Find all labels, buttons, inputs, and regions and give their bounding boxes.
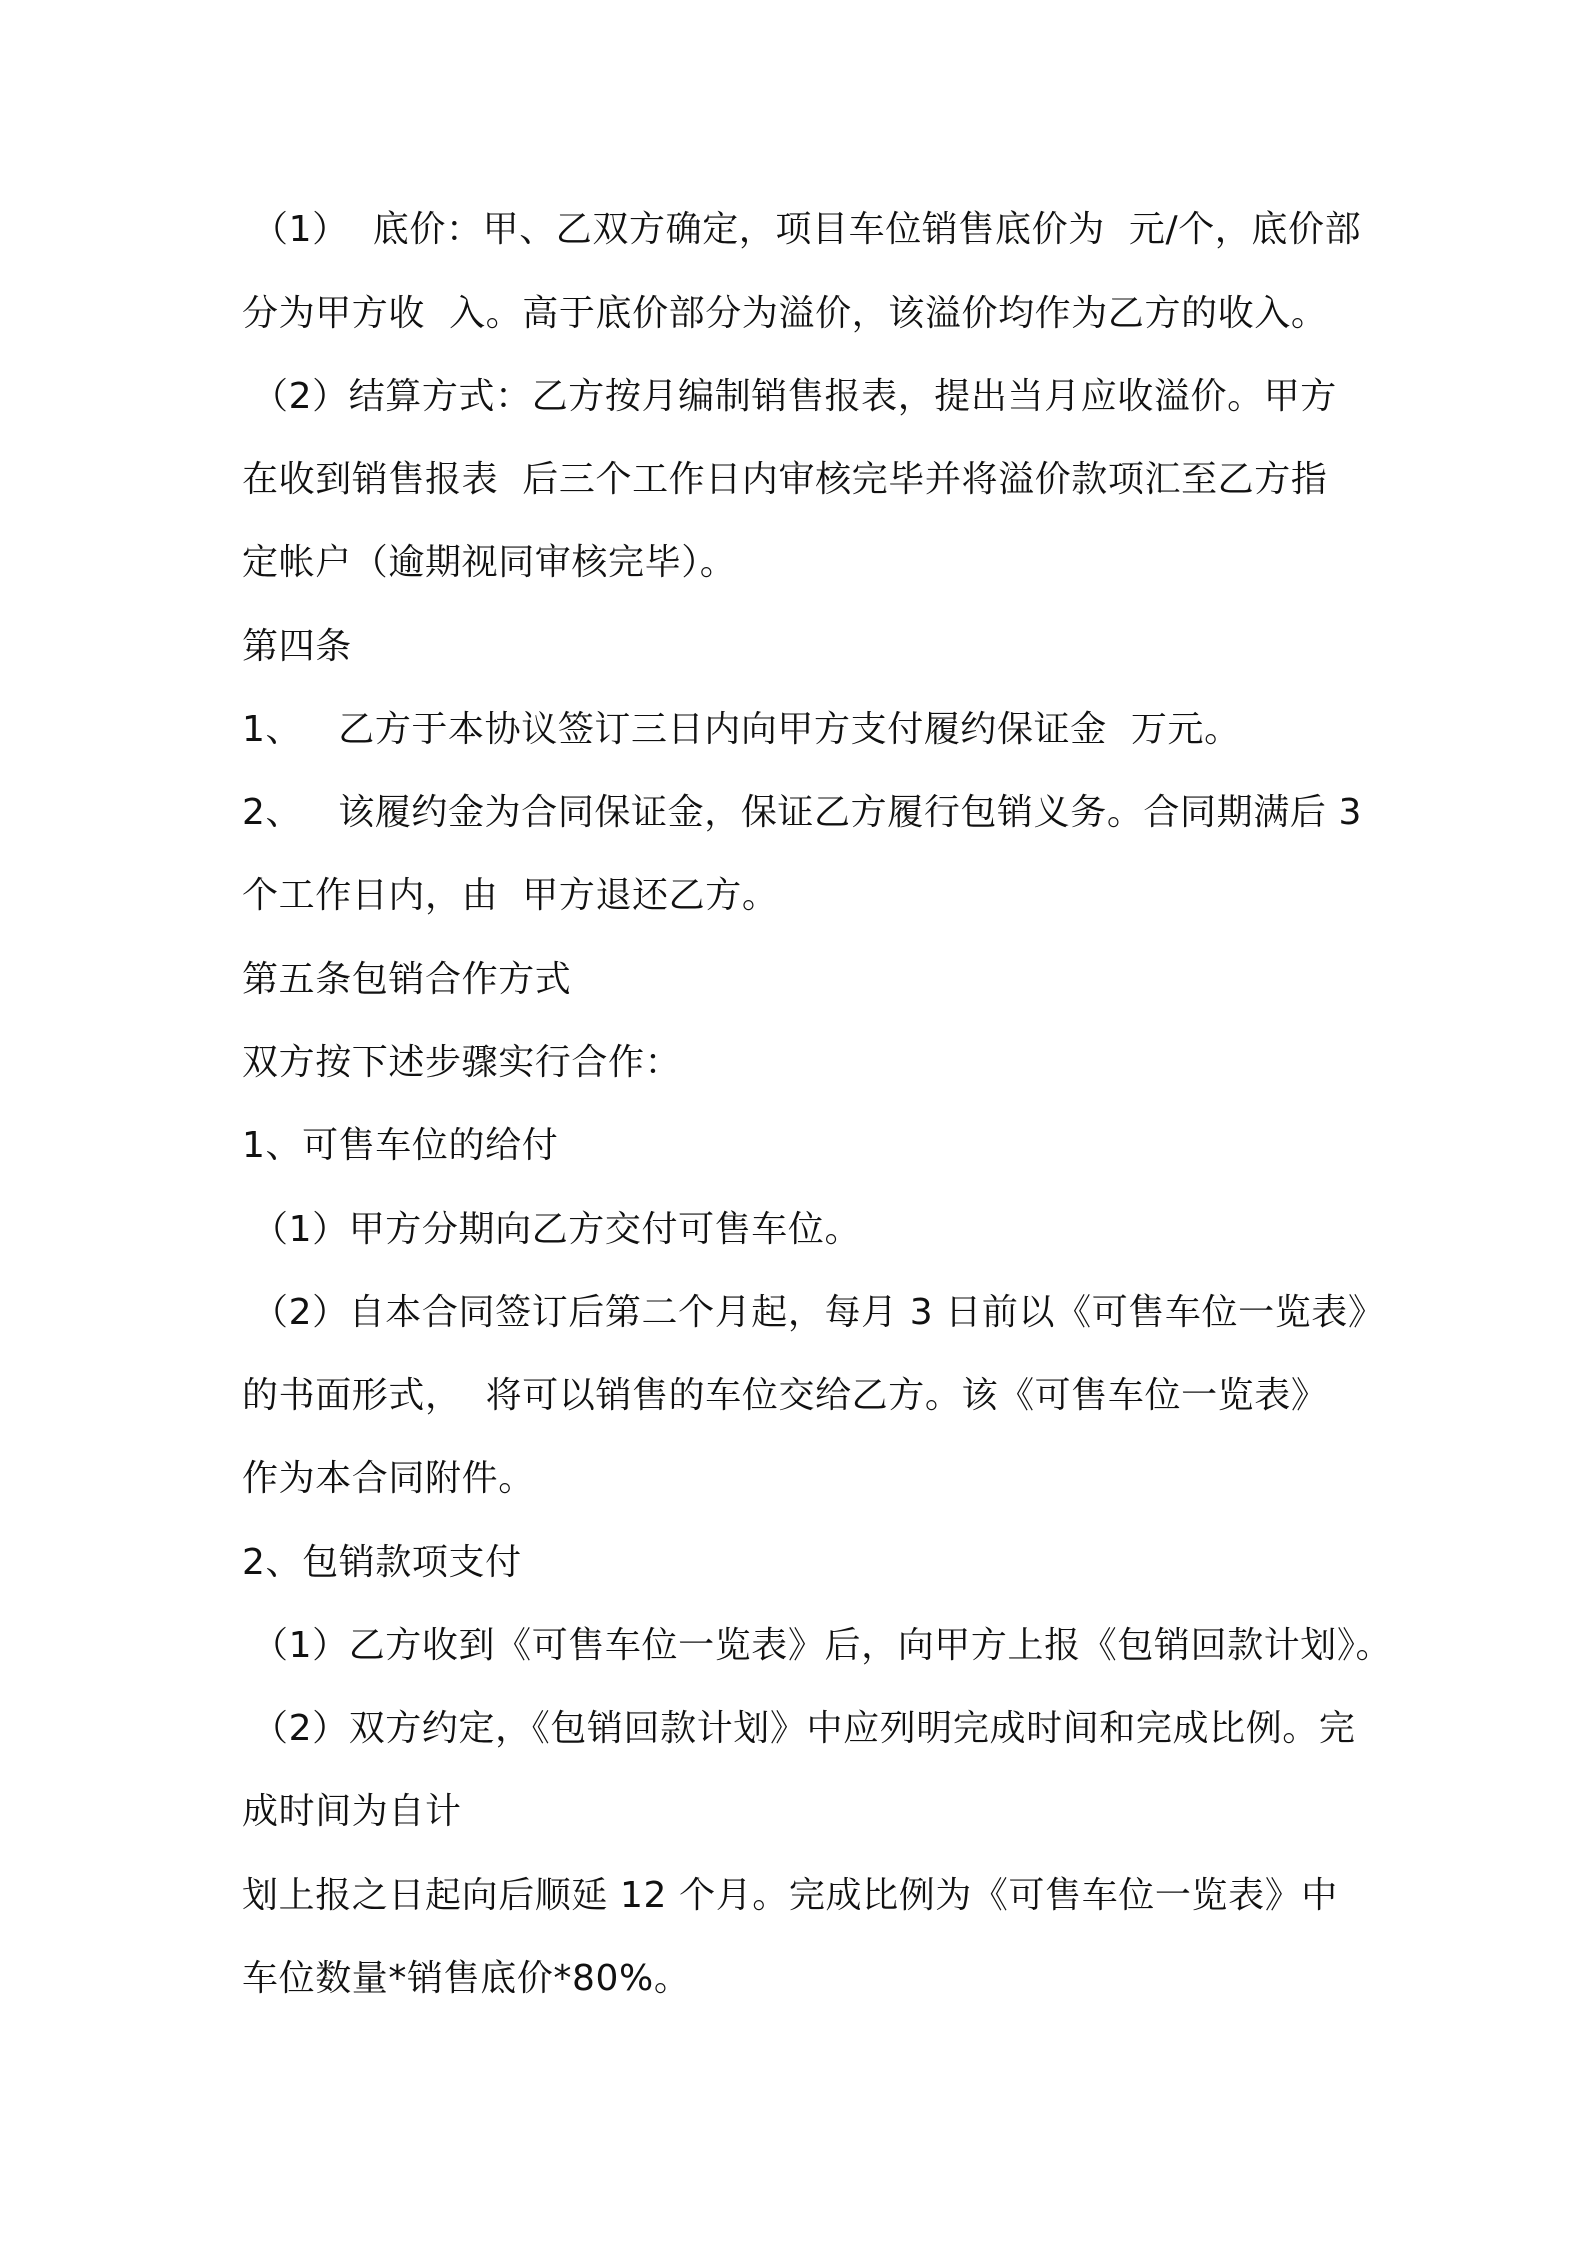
paragraph-line: 的书面形式， 将可以销售的车位交给乙方。该《可售车位一览表》 xyxy=(242,1375,1328,1416)
paragraph-line: 划上报之日起向后顺延 12 个月。完成比例为《可售车位一览表》中 xyxy=(242,1875,1338,1916)
paragraph-line: （1）甲方分期向乙方交付可售车位。 xyxy=(252,1209,862,1250)
paragraph-line: 1、 乙方于本协议签订三日内向甲方支付履约保证金 万元。 xyxy=(242,709,1241,750)
paragraph-line: （2）结算方式：乙方按月编制销售报表，提出当月应收溢价。甲方 xyxy=(252,376,1337,417)
section-heading: 第四条 xyxy=(242,626,352,667)
paragraph-line: 分为甲方收 入。高于底价部分为溢价，该溢价均作为乙方的收入。 xyxy=(242,293,1328,334)
paragraph-line: （2）双方约定，《包销回款计划》中应列明完成时间和完成比例。完 xyxy=(252,1708,1356,1749)
paragraph-line: 成时间为自计 xyxy=(242,1791,462,1832)
paragraph-line: 2、 该履约金为合同保证金，保证乙方履行包销义务。合同期满后 3 xyxy=(242,792,1362,833)
paragraph-line: 作为本合同附件。 xyxy=(242,1458,535,1499)
subsection-heading: 1、可售车位的给付 xyxy=(242,1125,559,1166)
paragraph-line: 车位数量*销售底价*80%。 xyxy=(242,1958,691,1999)
section-heading: 第五条包销合作方式 xyxy=(242,959,572,1000)
paragraph-line: 定帐户（逾期视同审核完毕）。 xyxy=(242,542,737,583)
paragraph-line: 在收到销售报表 后三个工作日内审核完毕并将溢价款项汇至乙方指 xyxy=(242,459,1328,500)
subsection-heading: 2、包销款项支付 xyxy=(242,1542,522,1583)
paragraph-line: 双方按下述步骤实行合作： xyxy=(242,1042,682,1083)
paragraph-line: （1） 底价：甲、乙双方确定，项目车位销售底价为 元/个，底价部 xyxy=(252,209,1362,250)
paragraph-line: （1）乙方收到《可售车位一览表》后，向甲方上报《包销回款计划》。 xyxy=(252,1625,1393,1666)
paragraph-line: （2）自本合同签订后第二个月起，每月 3 日前以《可售车位一览表》 xyxy=(252,1292,1385,1333)
paragraph-line: 个工作日内，由 甲方退还乙方。 xyxy=(242,875,779,916)
